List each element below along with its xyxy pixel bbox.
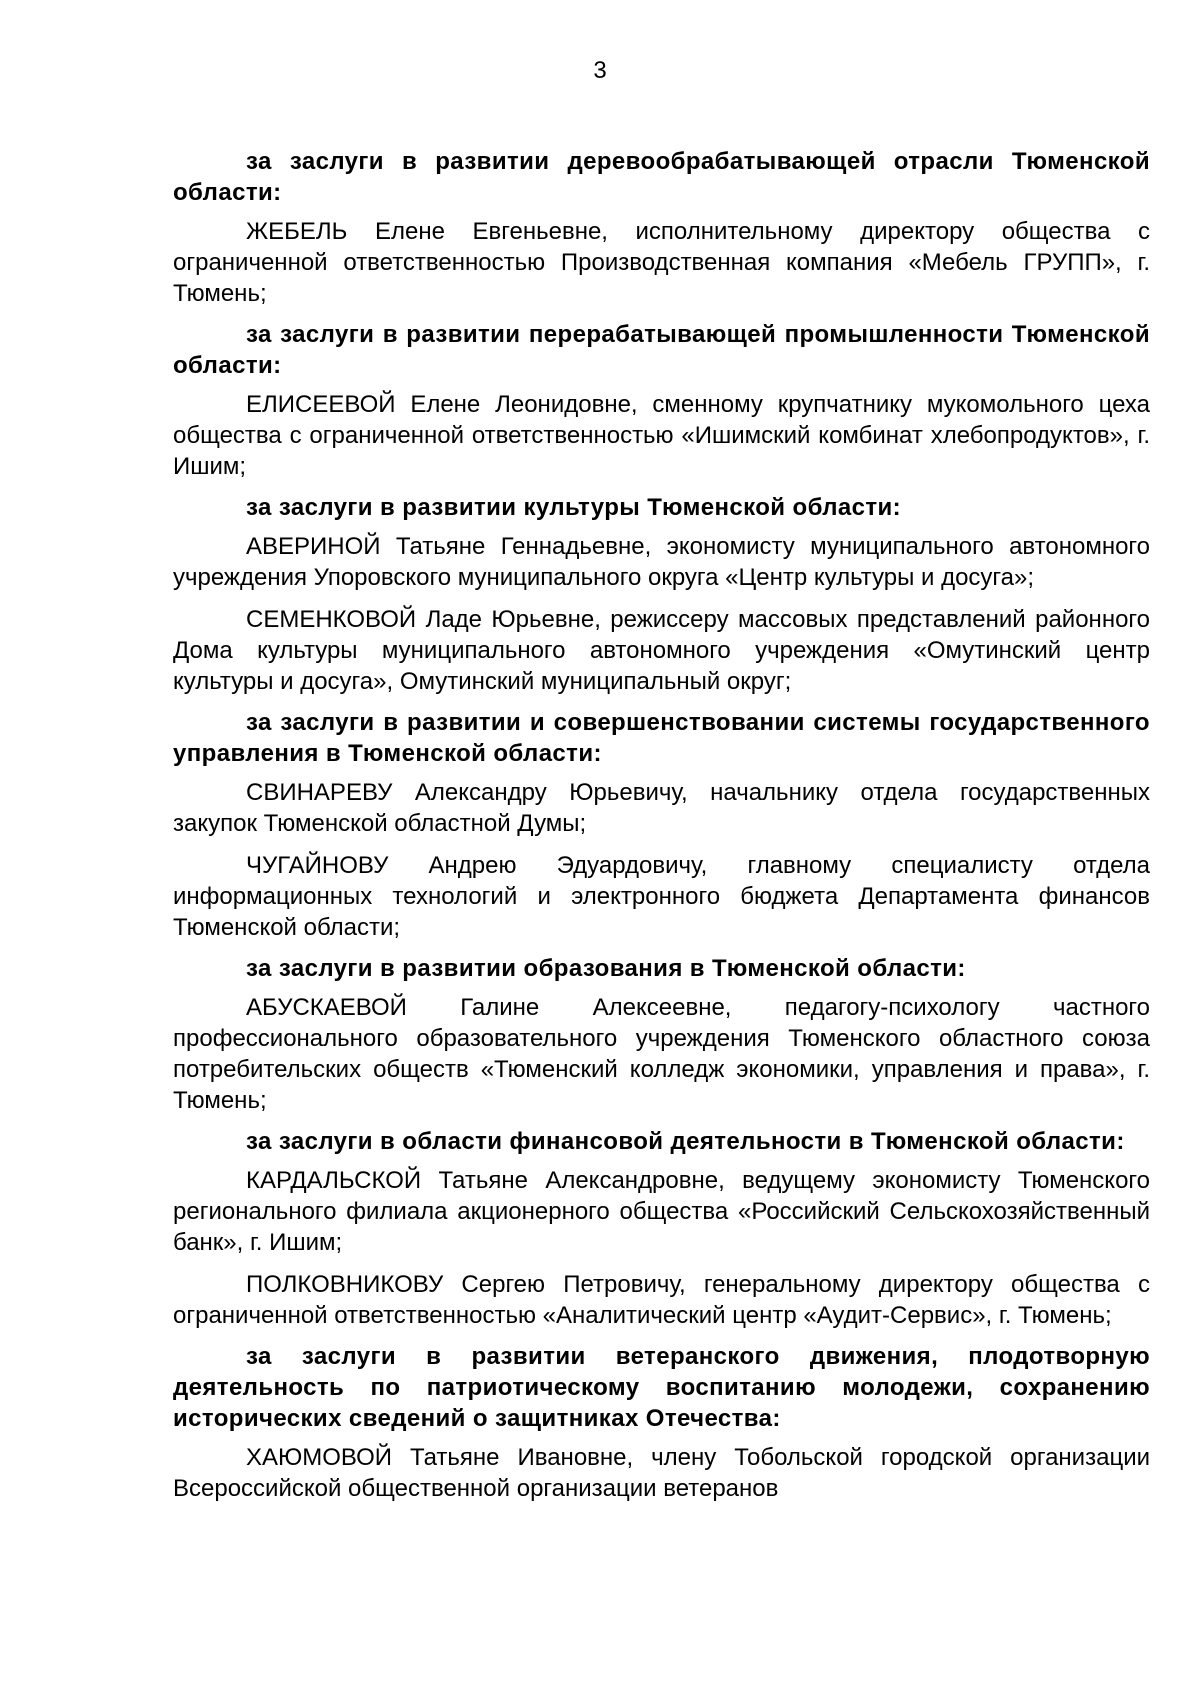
section-heading: за заслуги в развитии деревообрабатывающей отрасли Тюменской области: xyxy=(173,148,1150,206)
section-heading: за заслуги в развитии и совершенствовании системы государственного управления в Тюменской области: xyxy=(173,709,1150,767)
award-entry: АВЕРИНОЙ Татьяне Геннадьевне, экономисту муниципального автономного учреждения Упоровского муниципального округа «Центр культуры и досуга»; xyxy=(173,533,1150,591)
document-body xyxy=(173,146,1150,1504)
award-entry: КАРДАЛЬСКОЙ Татьяне Александровне, ведущему экономисту Тюменского регионального филиала акционерного общества «Российский Сельскохозяйственный банк», г. Ишим; xyxy=(173,1167,1150,1256)
award-entry: ЖЕБЕЛЬ Елене Евгеньевне, исполнительному директору общества с ограниченной ответственностью Производственная компания «Мебель ГРУПП», г. Тюмень; xyxy=(173,218,1150,307)
award-entry: ХАЮМОВОЙ Татьяне Ивановне, члену Тобольской городской организации Всероссийской общественной организации ветеранов xyxy=(173,1444,1150,1502)
section-heading: за заслуги в развитии культуры Тюменской области: xyxy=(246,494,902,521)
section-heading: за заслуги в развитии перерабатывающей промышленности Тюменской области: xyxy=(173,321,1150,379)
page-number: 3 xyxy=(593,57,607,84)
section-heading: за заслуги в области финансовой деятельности в Тюменской области: xyxy=(246,1128,1125,1155)
award-entry: СЕМЕНКОВОЙ Ладе Юрьевне, режиссеру массовых представлений районного Дома культуры муниципального автономного учреждения «Омутинский центр культуры и досуга», Омутинский муниципальный округ; xyxy=(173,606,1150,695)
award-entry: ЕЛИСЕЕВОЙ Елене Леонидовне, сменному крупчатнику мукомольного цеха общества с ограниченной ответственностью «Ишимский комбинат хлебопродуктов», г. Ишим; xyxy=(173,391,1150,480)
section-heading: за заслуги в развитии образования в Тюменской области: xyxy=(246,955,966,982)
award-entry: ЧУГАЙНОВУ Андрею Эдуардовичу, главному специалисту отдела информационных технологий и электронного бюджета Департамента финансов Тюменской области; xyxy=(173,852,1150,941)
award-entry: ПОЛКОВНИКОВУ Сергею Петровичу, генеральному директору общества с ограниченной ответственностью «Аналитический центр «Аудит-Сервис», г. Тюмень; xyxy=(173,1271,1150,1329)
award-entry: АБУСКАЕВОЙ Галине Алексеевне, педагогу-психологу частного профессионального образовательного учреждения Тюменского областного союза потребительских обществ «Тюменский колледж экономики, управления и права», г. Тюмень; xyxy=(173,994,1150,1114)
section-heading: за заслуги в развитии ветеранского движения, плодотворную деятельность по патриотическому воспитанию молодежи, сохранению исторических сведений о защитниках Отечества: xyxy=(173,1343,1150,1432)
award-entry: СВИНАРЕВУ Александру Юрьевичу, начальнику отдела государственных закупок Тюменской областной Думы; xyxy=(173,779,1150,837)
